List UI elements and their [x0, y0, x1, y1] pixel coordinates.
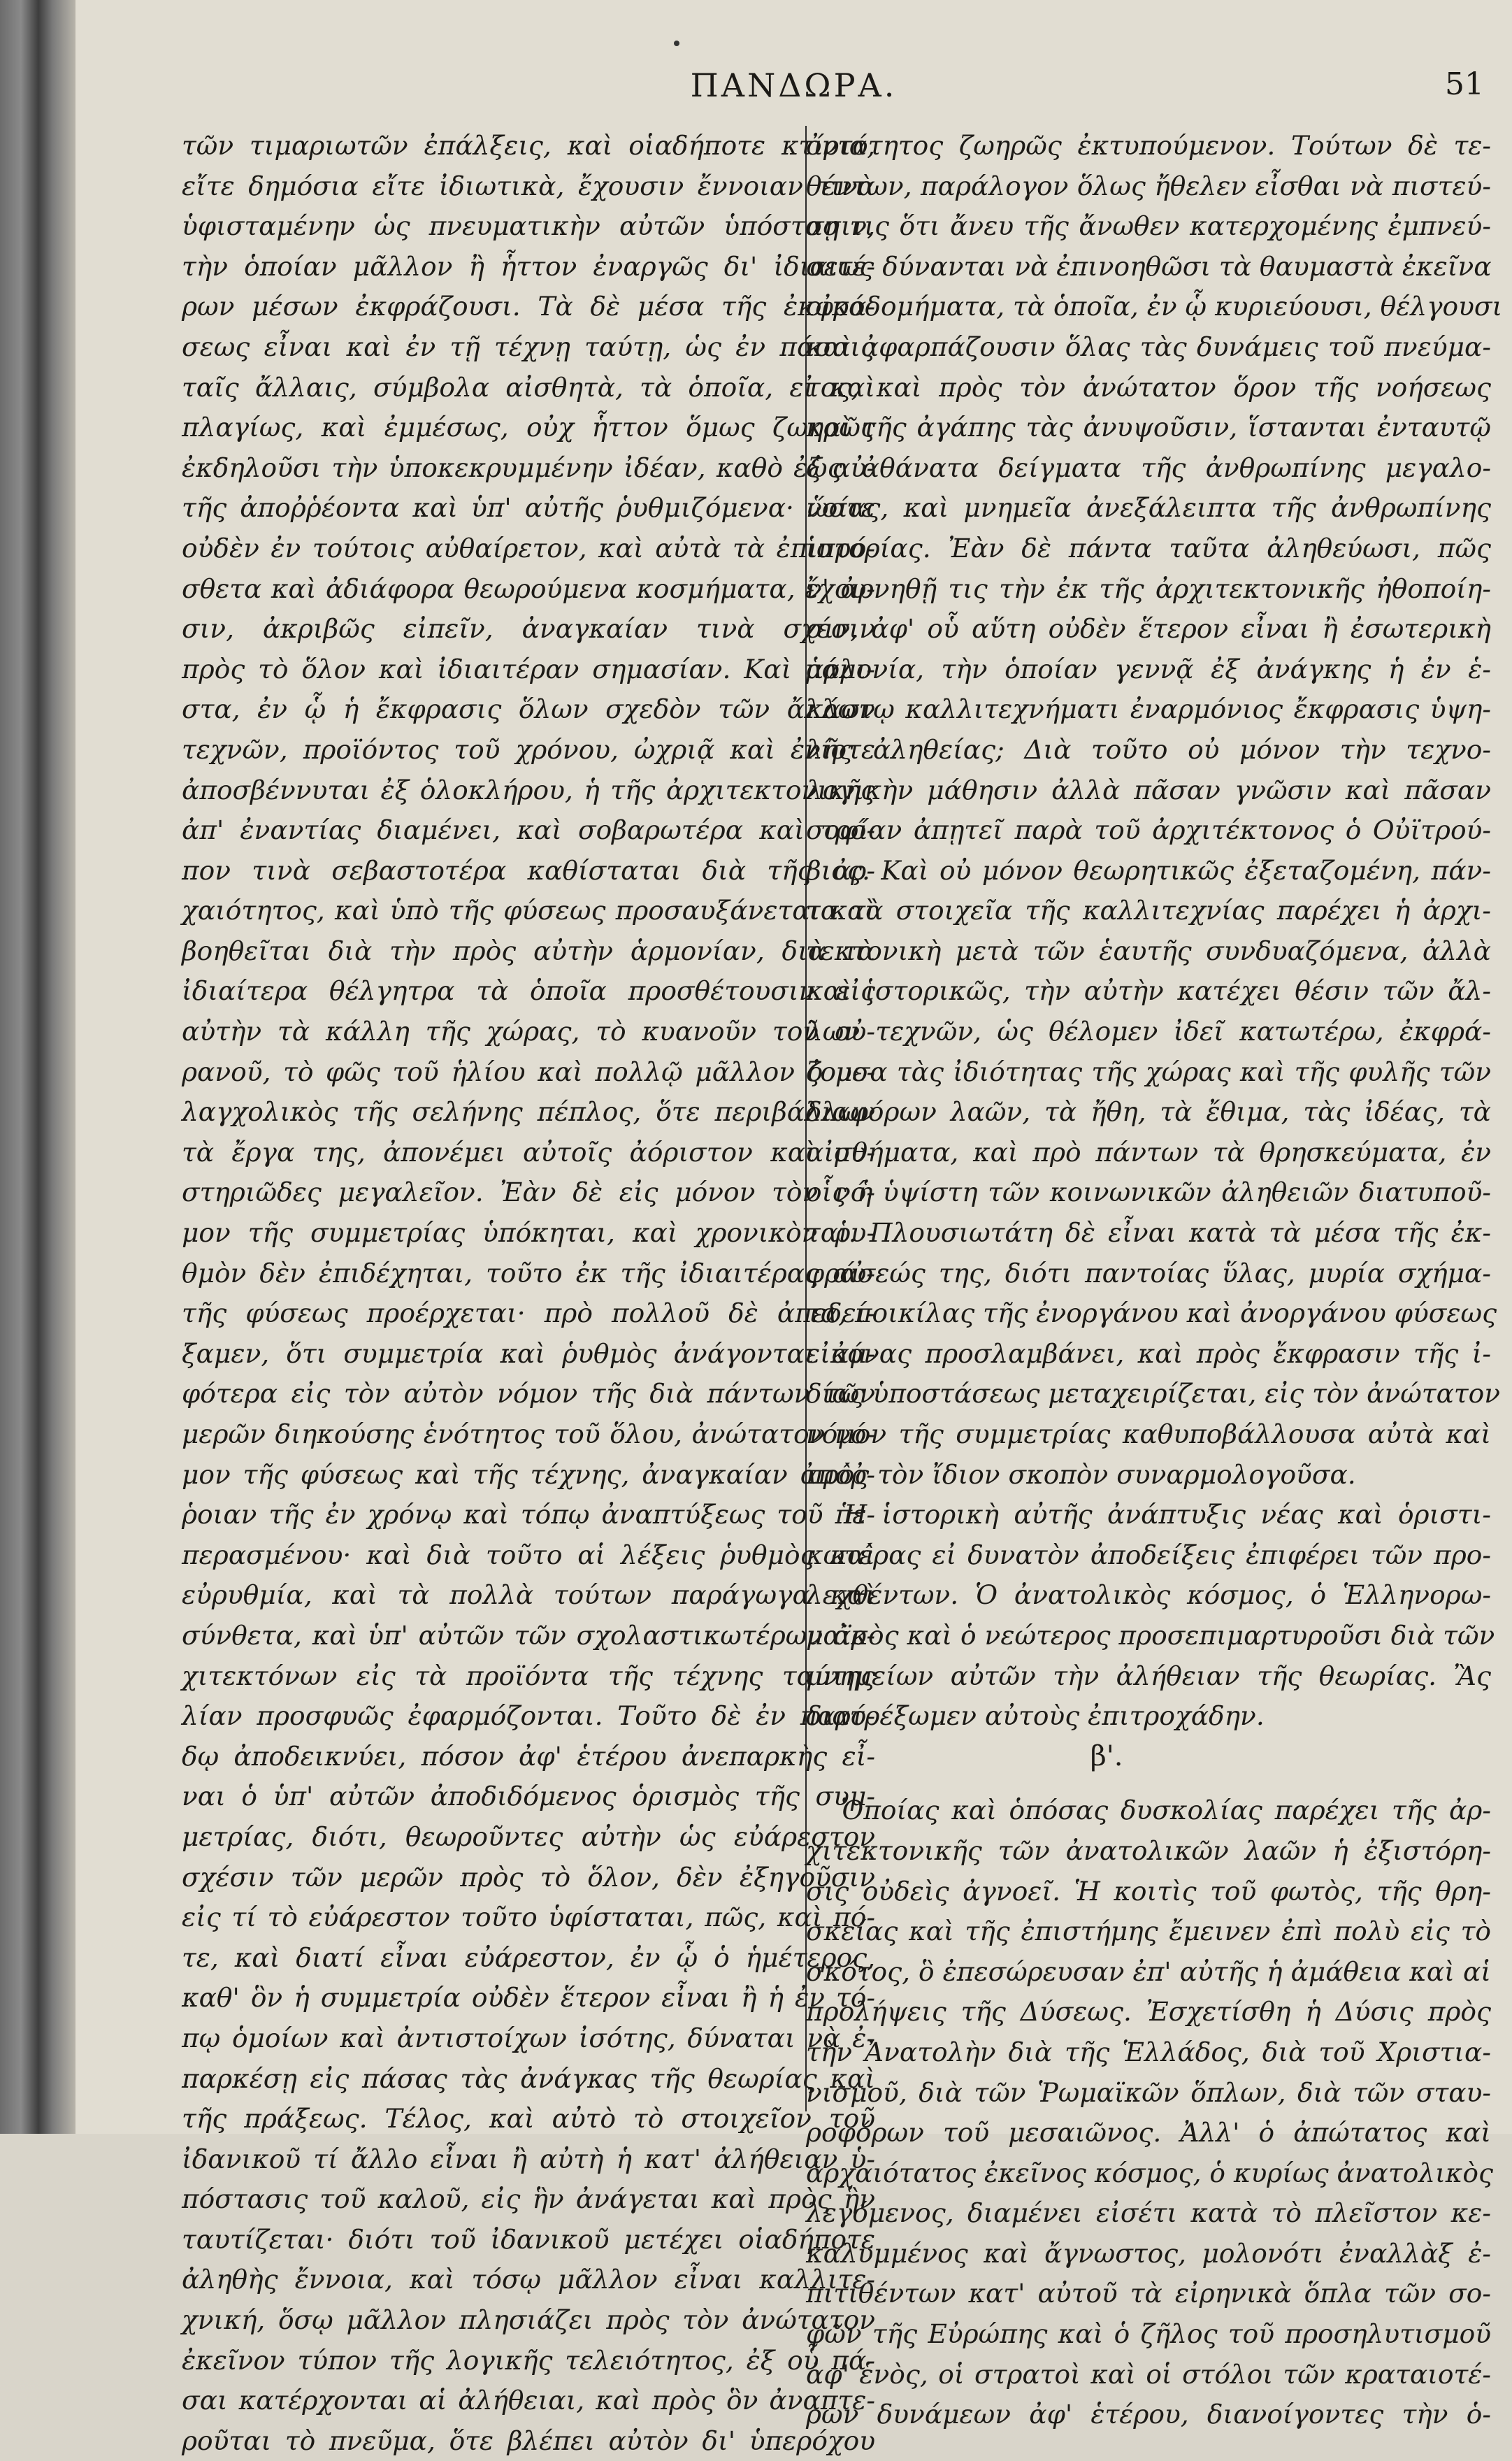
text-line: λογικὴν μάθησιν ἀλλὰ πᾶσαν γνῶσιν καὶ πᾶσαν — [806, 774, 1491, 805]
text-line: τὴν ὁποίαν μᾶλλον ἢ ἧττον ἐναργῶς δι' ἰδιαιτέ- — [182, 250, 875, 282]
text-line: σοφίαν ἀπῃτεῖ παρὰ τοῦ ἀρχιτέκτονος ὁ Οὐϊτρού- — [806, 815, 1491, 846]
text-line: μον τῆς συμμετρίας ὑπόκηται, καὶ χρονικὸν ῥυ- — [182, 1217, 875, 1249]
text-line: ἱστορίας. Ἐὰν δὲ πάντα ταῦτα ἀληθεύωσι, πῶς — [806, 532, 1491, 564]
text-line: φότερα εἰς τὸν αὐτὸν νόμον τῆς διὰ πάντων τῶν — [182, 1378, 875, 1409]
text-line: σιν, ἀκριβῶς εἰπεῖν, ἀναγκαίαν τινὰ σχέσιν — [182, 613, 875, 645]
text-line: Ἡ ἱστορικὴ αὐτῆς ἀνάπτυξις νέας καὶ ὁριστι- — [841, 1499, 1491, 1530]
text-line: ναι ὁ ὑπ' αὐτῶν ἀποδιδόμενος ὁρισμὸς τῆς συμ- — [182, 1781, 875, 1812]
text-line: ἐκεῖνον τύπον τῆς λογικῆς τελειότητος, ἐξ οὗ πά- — [182, 2344, 875, 2376]
text-line: δῳ ἀποδεικνύει, πόσον ἀφ' ἑτέρου ἀνεπαρκὴς εἶ- — [182, 1740, 875, 1772]
text-line: σκείας καὶ τῆς ἐπιστήμης ἔμεινεν ἐπὶ πολὺ εἰς τὸ — [806, 1916, 1491, 1947]
text-line: σαι κατέρχονται αἱ ἀλήθειαι, καὶ πρὸς ὃν ἀναπτε- — [182, 2385, 875, 2416]
text-line: ροῦται τὸ πνεῦμα, ὅτε βλέπει αὐτὸν δι' ὑπερόχου — [182, 2425, 875, 2456]
text-line: πρὸς τὸν ἴδιον σκοπὸν συναρμολογοῦσα. — [806, 1458, 1356, 1490]
text-line: σιν, ἀφ' οὗ αὕτη οὐδὲν ἕτερον εἶναι ἢ ἐσωτερικὴ — [806, 613, 1491, 645]
text-line: σῃ τις ὅτι ἄνευ τῆς ἄνωθεν κατερχομένης ἐμπνεύ- — [806, 210, 1491, 242]
text-line: πλαγίως, καὶ ἐμμέσως, οὐχ ἧττον ὅμως ζωηρῶς — [182, 412, 875, 443]
text-line: διατρέξωμεν αὐτοὺς ἐπιτροχάδην. — [806, 1700, 1265, 1732]
text-line: μετρίας, διότι, θεωροῦντες αὐτὴν ὡς εὐάρεστον — [182, 1821, 875, 1852]
text-line: ὀντότητος ζωηρῶς ἐκτυπούμενον. Τούτων δὲ τε- — [806, 130, 1491, 161]
text-line: οἷς ἡ ὑψίστη τῶν κοινωνικῶν ἀληθειῶν διατυποῦ- — [806, 1177, 1491, 1208]
text-line: ἐκδηλοῦσι τὴν ὑποκεκρυμμένην ἰδέαν, καθὸ ἐξ αὐ- — [182, 452, 875, 483]
text-line: πιτιθέντων κατ' αὐτοῦ τὰ εἰρηνικὰ ὅπλα τῶν σο- — [806, 2278, 1491, 2309]
text-line: ἀποσβέννυται ἐξ ὁλοκλήρου, ἡ τῆς ἀρχιτεκτονικῆς — [182, 774, 875, 805]
text-line: τεχνῶν, προϊόντος τοῦ χρόνου, ὠχριᾷ καὶ ἐνίοτε — [182, 733, 875, 765]
text-line: τεκτονικὴ μετὰ τῶν ἑαυτῆς συνδυαζόμενα, ἀλλὰ — [806, 935, 1491, 966]
text-line: τῶν τιμαριωτῶν ἐπάλξεις, καὶ οἱαδήποτε κτίρια, — [182, 130, 875, 161]
text-line: νοίας, καὶ μνημεῖα ἀνεξάλειπτα τῆς ἀνθρωπίνης — [806, 492, 1491, 524]
text-line: μον τῆς φύσεως καὶ τῆς τέχνης, ἀναγκαίαν ἀπόῤ- — [182, 1458, 875, 1490]
text-line: τε, καὶ διατί εἶναι εὐάρεστον, ἐν ᾧ ὁ ἡμέτερος, — [182, 1942, 875, 1973]
page-number: 51 — [1445, 66, 1484, 102]
text-line: λίαν προσφυῶς ἐφαρμόζονται. Τοῦτο δὲ ἐν παρό- — [182, 1700, 875, 1732]
text-line: ἁρμονία, τὴν ὁποίαν γεννᾷ ἐξ ἀνάγκης ἡ ἐν ἑ- — [806, 653, 1491, 684]
text-line: ῥοιαν τῆς ἐν χρόνῳ καὶ τόπῳ ἀναπτύξεως τοῦ πε- — [182, 1499, 875, 1530]
text-line: οὐδὲν ἐν τούτοις αὐθαίρετον, καὶ αὐτὰ τὰ ἐπιπρό- — [182, 532, 875, 564]
text-line: ξαμεν, ὅτι συμμετρία καὶ ῥυθμὸς ἀνάγονται ἀμ- — [182, 1337, 875, 1369]
text-line: τα τὰ στοιχεῖα τῆς καλλιτεχνίας παρέχει ἡ ἀρχι- — [806, 895, 1491, 926]
text-line: λεγόμενος, διαμένει εἰσέτι κατὰ τὸ πλεῖστον κε- — [806, 2197, 1491, 2229]
text-line: ταυτίζεται· διότι τοῦ ἰδανικοῦ μετέχει οἱαδήποτε — [182, 2223, 875, 2255]
text-line: κάστῳ καλλιτεχνήματι ἐναρμόνιος ἔκφρασις ὑψη- — [806, 694, 1491, 725]
text-line: λεχθέντων. Ὁ ἀνατολικὸς κόσμος, ὁ Ἑλληνορω- — [806, 1579, 1491, 1611]
text-line: ται. Πλουσιωτάτη δὲ εἶναι κατὰ τὰ μέσα τῆς ἐκ- — [806, 1217, 1491, 1249]
text-line: κωτέρας εἰ δυνατὸν ἀποδείξεις ἐπιφέρει τῶν προ- — [806, 1539, 1491, 1570]
section-marker: β'. — [1090, 1739, 1123, 1772]
text-line: μερῶν διηκούσης ἑνότητος τοῦ ὅλου, ἀνώτατον νό- — [182, 1419, 875, 1449]
text-line: πρὸς τὸ ὅλον καὶ ἰδιαιτέραν σημασίαν. Καὶ μάλι- — [182, 653, 875, 684]
text-line: καὶ ἱστορικῶς, τὴν αὐτὴν κατέχει θέσιν τῶν ἄλ- — [806, 975, 1491, 1007]
text-line: ἀρχαιότατος ἐκεῖνος κόσμος, ὁ κυρίως ἀνατολικὸς — [806, 2157, 1493, 2188]
text-line: λῆς ἀληθείας; Διὰ τοῦτο οὐ μόνον τὴν τεχνο- — [806, 733, 1491, 765]
book-binding-edge — [0, 0, 75, 2134]
text-line: ρανοῦ, τὸ φῶς τοῦ ἡλίου καὶ πολλῷ μᾶλλον ὁ με- — [182, 1056, 875, 1087]
left-column — [182, 126, 875, 2456]
text-line: εἰς τί τὸ εὐάρεστον τοῦτο ὑφίσταται, πῶς, καὶ πό- — [182, 1902, 875, 1933]
text-line: τὴν Ἀνατολὴν διὰ τῆς Ἑλλάδος, διὰ τοῦ Χριστια- — [806, 2036, 1491, 2067]
text-line: διαφόρων λαῶν, τὰ ἤθη, τὰ ἔθιμα, τὰς ἰδέας, τὰ — [806, 1096, 1491, 1128]
text-line: βιος. Καὶ οὐ μόνον θεωρητικῶς ἐξεταζομένη, πάν- — [806, 854, 1491, 886]
text-line: σις οὐδεὶς ἀγνοεῖ. Ἡ κοιτὶς τοῦ φωτὸς, τῆς θρη- — [806, 1875, 1491, 1907]
text-line: παρκέσῃ εἰς πάσας τὰς ἀνάγκας τῆς θεωρίας καὶ — [182, 2062, 875, 2094]
text-line: αἰσθήματα, καὶ πρὸ πάντων τὰ θρησκεύματα, ἐν — [806, 1136, 1491, 1168]
text-line: αὐτὴν τὰ κάλλη τῆς χώρας, τὸ κυανοῦν τοῦ οὐ- — [182, 1016, 875, 1047]
text-line: τῆς ἀποῤῥέοντα καὶ ὑπ' αὐτῆς ῥυθμιζόμενα· ὥστε — [182, 492, 875, 524]
text-line: λαγχολικὸς τῆς σελήνης πέπλος, ὅτε περιβάλλων — [182, 1096, 875, 1128]
text-line: χιτεκτόνων εἰς τὰ προϊόντα τῆς τέχνης ταύτης — [182, 1660, 875, 1691]
text-line: εἴτε δημόσια εἴτε ἰδιωτικὰ, ἔχουσιν ἔννοιαν τινὰ — [182, 170, 875, 201]
ink-spot — [674, 41, 679, 46]
text-line: ρων μέσων ἐκφράζουσι. Τὰ δὲ μέσα τῆς ἐκφρά- — [182, 291, 875, 322]
text-line: τῆς πράξεως. Τέλος, καὶ αὐτὸ τὸ στοιχεῖον τοῦ — [182, 2103, 875, 2134]
text-line: σθετα καὶ ἀδιάφορα θεωρούμενα κοσμήματα, ἔχου- — [182, 573, 875, 604]
text-line: ἰδιαίτερα θέλγητρα τὰ ὁποῖα προσθέτουσιν εἰς — [182, 975, 875, 1007]
text-line: καὶ τῆς ἀγάπης τὰς ἀνυψοῦσιν, ἵστανται ἐνταυτῷ — [806, 412, 1491, 443]
text-line: δίας ὑποστάσεως μεταχειρίζεται, εἰς τὸν ἀνώτατον — [806, 1378, 1501, 1409]
text-line: ὑφισταμένην ὡς πνευματικὴν αὐτῶν ὑπόστασιν, — [182, 210, 875, 242]
text-line: περασμένου· καὶ διὰ τοῦτο αἱ λέξεις ῥυθμὸς καὶ — [182, 1539, 875, 1570]
text-line: στα, ἐν ᾧ ἡ ἔκφρασις ὅλων σχεδὸν τῶν ἄλλων — [182, 694, 875, 725]
text-line: ἀφ' ἑνὸς, οἱ στρατοὶ καὶ οἱ στόλοι τῶν κραταιοτέ- — [806, 2358, 1491, 2390]
text-line: σχέσιν τῶν μερῶν πρὸς τὸ ὅλον, δὲν ἐξηγοῦσιν — [182, 1861, 875, 1893]
text-line: εἰκόνας προσλαμβάνει, καὶ πρὸς ἔκφρασιν τῆς ἰ- — [806, 1337, 1491, 1369]
text-line: σεως δύνανται νὰ ἐπινοηθῶσι τὰ θαυμαστὰ ἐκεῖνα — [806, 250, 1492, 282]
text-line: οἰκοδομήματα, τὰ ὁποῖα, ἐν ᾧ κυριεύουσι, θέλγουσι — [806, 291, 1503, 322]
text-line: ταῖς ἄλλαις, σύμβολα αἰσθητὰ, τὰ ὁποῖα, εἰ καὶ — [182, 371, 875, 403]
text-line: σκότος, ὃ ἐπεσώρευσαν ἐπ' αὐτῆς ἡ ἀμάθεια καὶ αἱ — [806, 1956, 1491, 1987]
text-line: καλυμμένος καὶ ἄγνωστος, μολονότι ἐναλλὰξ ἐ- — [806, 2237, 1491, 2269]
text-line: βοηθεῖται διὰ τὴν πρὸς αὐτὴν ἁρμονίαν, διὰ τὰ — [182, 935, 875, 966]
text-line: θμὸν δὲν ἐπιδέχηται, τοῦτο ἐκ τῆς ἰδιαιτέρας αὐ- — [182, 1257, 875, 1289]
right-column — [806, 126, 1503, 2430]
text-line: εὐρυθμία, καὶ τὰ πολλὰ τούτων παράγωγα καὶ — [182, 1579, 875, 1611]
text-line: μαϊκὸς καὶ ὁ νεώτερος προσεπιμαρτυροῦσι διὰ τῶν — [806, 1619, 1495, 1651]
text-line: ἀληθὴς ἔννοια, καὶ τόσῳ μᾶλλον εἶναι καλλιτε- — [182, 2264, 875, 2295]
text-line: χαιότητος, καὶ ὑπὸ τῆς φύσεως προσαυξάνεται καὶ — [182, 895, 875, 926]
text-line: τὰ ἔργα της, ἀπονέμει αὐτοῖς ἀόριστον καὶ μυ- — [182, 1136, 875, 1168]
text-line: στηριῶδες μεγαλεῖον. Ἐὰν δὲ εἰς μόνον τὸν νό- — [182, 1177, 875, 1208]
text-line: πῳ ὁμοίων καὶ ἀντιστοίχων ἰσότης, δύναται νὰ ἐ- — [182, 2022, 875, 2053]
text-line: Ὁποίας καὶ ὁπόσας δυσκολίας παρέχει τῆς ἀρ- — [841, 1795, 1491, 1826]
text-line: ροφόρων τοῦ μεσαιῶνος. Ἀλλ' ὁ ἀπώτατος καὶ — [806, 2117, 1491, 2148]
running-title: ΠΑΝΔΩΡΑ. — [690, 66, 898, 104]
book-page — [75, 0, 1512, 2456]
text-line: πόστασις τοῦ καλοῦ, εἰς ἣν ἀνάγεται καὶ πρὸς ἣν — [182, 2183, 875, 2215]
text-line: τος, καὶ πρὸς τὸν ἀνώτατον ὅρον τῆς νοήσεως — [806, 371, 1491, 403]
text-line: ἀπ' ἐναντίας διαμένει, καὶ σοβαρωτέρα καὶ τρό- — [182, 815, 875, 846]
page-header — [75, 66, 1512, 115]
text-line: ν' ἀρνηθῇ τις τὴν ἐκ τῆς ἀρχιτεκτονικῆς ἠθοποίη- — [806, 573, 1491, 604]
text-line: λων τεχνῶν, ὡς θέλομεν ἰδεῖ κατωτέρω, ἐκφρά- — [806, 1016, 1491, 1047]
text-line: νισμοῦ, διὰ τῶν Ῥωμαϊκῶν ὅπλων, διὰ τῶν σταυ- — [806, 2076, 1491, 2108]
text-line: θέντων, παράλογον ὅλως ἤθελεν εἶσθαι νὰ πιστεύ- — [806, 170, 1491, 201]
text-line: φράσεώς της, διότι παντοίας ὕλας, μυρία σχήμα- — [806, 1257, 1491, 1289]
text-line: ἰδανικοῦ τί ἄλλο εἶναι ἢ αὐτὴ ἡ κατ' ἀλήθειαν ὑ- — [182, 2143, 875, 2174]
text-line: ζουσα τὰς ἰδιότητας τῆς χώρας καὶ τῆς φυλῆς τῶν — [806, 1056, 1491, 1087]
text-line: χνική, ὅσῳ μᾶλλον πλησιάζει πρὸς τὸν ἀνώτατον — [182, 2304, 875, 2336]
text-line: προλήψεις τῆς Δύσεως. Ἐσχετίσθη ἡ Δύσις πρὸς — [806, 1996, 1491, 2028]
text-line: ὡς ἀθάνατα δείγματα τῆς ἀνθρωπίνης μεγαλο- — [806, 452, 1491, 483]
text-line: σεως εἶναι καὶ ἐν τῇ τέχνῃ ταύτῃ, ὡς ἐν πάσαις — [182, 331, 875, 362]
text-line: νόμον τῆς συμμετρίας καθυποβάλλουσα αὐτὰ καὶ — [806, 1419, 1491, 1449]
text-line: ρων δυνάμεων ἀφ' ἑτέρου, διανοίγοντες τὴν ὁ- — [806, 2399, 1491, 2430]
text-line: καὶ ἀφαρπάζουσιν ὅλας τὰς δυνάμεις τοῦ πνεύμα- — [806, 331, 1491, 362]
text-line: φῶν τῆς Εὐρώπης καὶ ὁ ζῆλος τοῦ προσηλυτισμοῦ — [806, 2318, 1491, 2350]
text-line: καθ' ὃν ἡ συμμετρία οὐδὲν ἕτερον εἶναι ἢ ἡ ἐν τό- — [182, 1982, 875, 2014]
text-line: πον τινὰ σεβαστοτέρα καθίσταται διὰ τῆς ἀρ- — [182, 854, 875, 886]
text-line: χιτεκτονικῆς τῶν ἀνατολικῶν λαῶν ἡ ἐξιστόρη- — [806, 1835, 1491, 1866]
text-line: τῆς φύσεως προέρχεται· πρὸ πολλοῦ δὲ ἀπεδεί- — [182, 1298, 875, 1329]
text-line: τα, ποικίλας τῆς ἐνοργάνου καὶ ἀνοργάνου φύσεως — [806, 1298, 1497, 1329]
text-line: σύνθετα, καὶ ὑπ' αὐτῶν τῶν σχολαστικωτέρων ἀρ- — [182, 1619, 875, 1651]
text-line: μνημείων αὐτῶν τὴν ἀλήθειαν τῆς θεωρίας. Ἂς — [806, 1660, 1491, 1691]
